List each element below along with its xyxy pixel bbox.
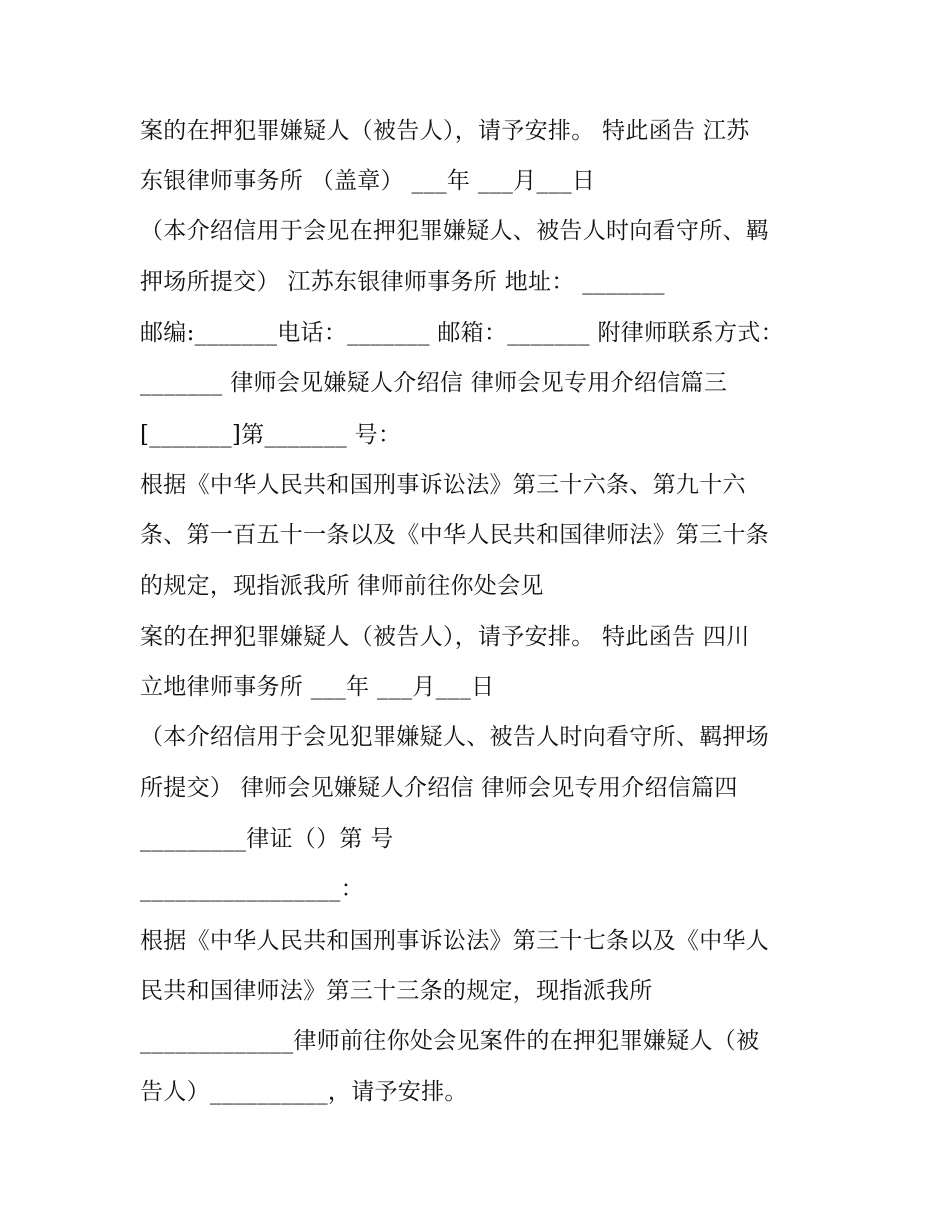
text-line-6: _______ 律师会见嫌疑人介绍信 律师会见专用介绍信篇三 bbox=[140, 370, 728, 396]
text-line-8: 根据《中华人民共和国刑事诉讼法》第三十六条、第九十六 bbox=[140, 472, 746, 498]
text-line-9: 条、第一百五十一条以及《中华人民共和国律师法》第三十条 bbox=[140, 522, 770, 548]
text-line-13: （本介绍信用于会见犯罪嫌疑人、被告人时向看守所、羁押场 bbox=[140, 724, 770, 750]
text-line-20: 告人）__________，请予安排。 bbox=[140, 1079, 468, 1105]
text-line-14: 所提交） 律师会见嫌疑人介绍信 律师会见专用介绍信篇四 bbox=[140, 775, 738, 801]
text-line-7: [_______]第_______ 号： bbox=[140, 422, 402, 448]
text-line-18: 民共和国律师法》第三十三条的规定，现指派我所 bbox=[140, 978, 653, 1004]
text-line-16: _________________： bbox=[140, 876, 364, 902]
text-line-2: 东银律师事务所 （盖章） ___年 ___月___日 bbox=[140, 168, 596, 194]
text-line-3: （本介绍信用于会见在押犯罪嫌疑人、被告人时向看守所、羁 bbox=[140, 218, 770, 244]
text-line-12: 立地律师事务所 ___年 ___月___日 bbox=[140, 674, 495, 700]
text-line-1: 案的在押犯罪嫌疑人（被告人），请予安排。 特此函告 江苏 bbox=[140, 118, 750, 144]
text-line-19: _____________律师前往你处会见案件的在押犯罪嫌疑人（被 bbox=[140, 1028, 760, 1054]
text-line-15: _________律证（）第 号 bbox=[140, 826, 394, 852]
text-line-5: 邮编:_______电话：_______ 邮箱：_______ 附律师联系方式： bbox=[140, 320, 784, 346]
text-line-4: 押场所提交） 江苏东银律师事务所 地址： _______ bbox=[140, 269, 665, 295]
text-line-11: 案的在押犯罪嫌疑人（被告人），请予安排。 特此函告 四川 bbox=[140, 624, 750, 650]
text-line-17: 根据《中华人民共和国刑事诉讼法》第三十七条以及《中华人 bbox=[140, 928, 770, 954]
text-line-10: 的规定，现指派我所 律师前往你处会见 bbox=[140, 573, 544, 599]
